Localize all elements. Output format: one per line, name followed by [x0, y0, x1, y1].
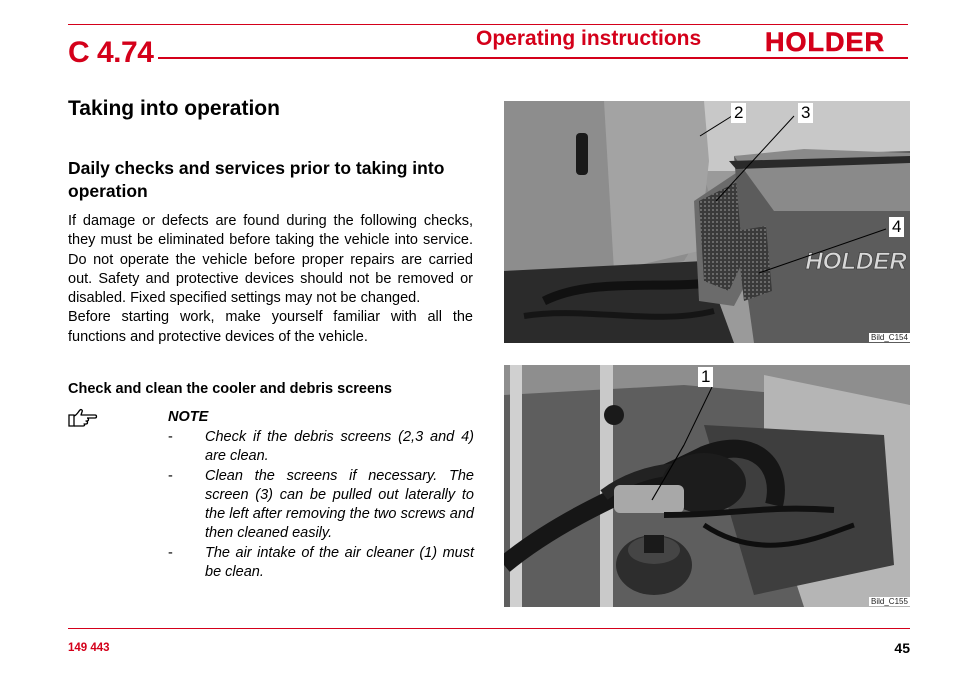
figure-engine-bay	[504, 365, 910, 607]
page-heading: Taking into operation	[68, 97, 280, 120]
figure-caption: Bild_C155	[871, 597, 908, 606]
note-text: The air intake of the air cleaner (1) must be clean.	[205, 545, 474, 580]
note-item	[168, 428, 474, 466]
footer-rule	[68, 628, 910, 629]
pointing-hand-icon	[68, 408, 98, 428]
body-text	[68, 212, 473, 347]
body-paragraph: If damage or defects are found during the following checks, they must be eliminated before taking the vehicle into service. Do not operate the vehicle before proper repairs are carried out. Safety and protective devices should not be removed or disabled. Fixed specified settings may not be changed.	[68, 213, 473, 307]
svg-text:HOLDER: HOLDER	[805, 248, 907, 275]
check-heading: Check and clean the cooler and debris screens	[68, 381, 392, 397]
model-title: C 4.74	[68, 36, 154, 69]
note-text: Check if the debris screens (2,3 and 4) are clean.	[205, 429, 474, 464]
body-paragraph: Before starting work, make yourself familiar with all the functions and protective devices of the vehicle.	[68, 309, 473, 345]
callout-label: 2	[731, 103, 746, 123]
svg-text:HOLDER: HOLDER	[765, 27, 885, 55]
note-title: NOTE	[168, 409, 209, 425]
header-bottom-rule	[158, 57, 908, 59]
figure-caption: Bild_C154	[871, 333, 908, 342]
note-dash: -	[168, 545, 173, 561]
note-item	[168, 544, 474, 582]
note-text: Clean the screens if necessary. The screen (3) can be pulled out laterally to the left after removing the two screws and then cleaned easily.	[205, 468, 474, 541]
callout-label: 3	[798, 103, 813, 123]
note-item	[168, 467, 474, 543]
holder-logo	[748, 27, 902, 55]
header-top-rule	[68, 24, 908, 25]
doc-number: 149 443	[68, 642, 110, 654]
note-dash: -	[168, 468, 173, 484]
callout-label: 4	[889, 217, 904, 237]
figure-vehicle-side	[504, 101, 910, 343]
page-number: 45	[894, 640, 910, 656]
note-dash: -	[168, 429, 173, 445]
section-title: Operating instructions	[476, 27, 702, 50]
sub-heading: Daily checks and services prior to taking into operation	[68, 158, 445, 201]
callout-label: 1	[698, 367, 713, 387]
